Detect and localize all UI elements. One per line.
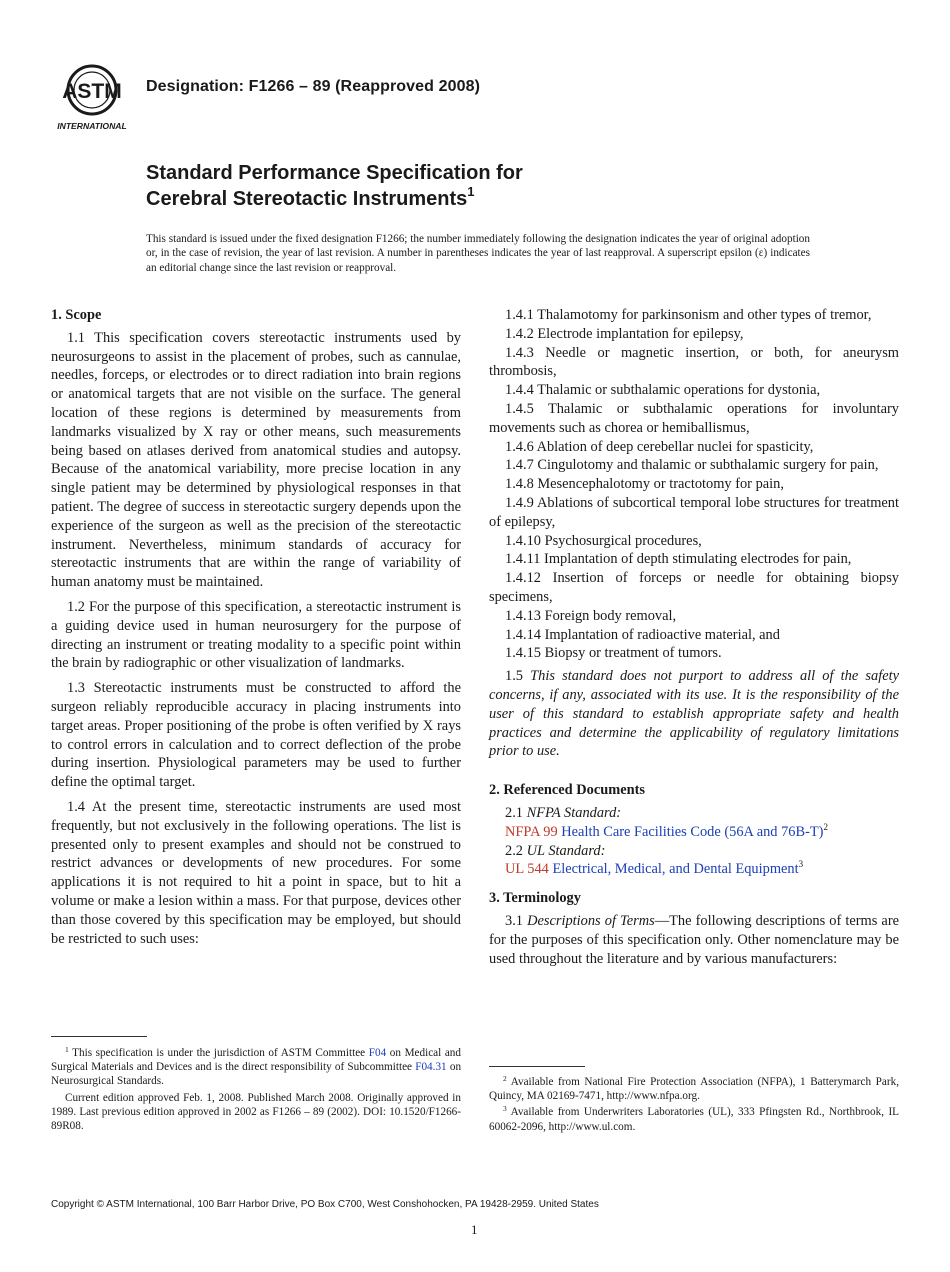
ref-label-2-1-num: 2.1 — [505, 804, 523, 821]
paragraph-1-4: 1.4 At the present time, stereotactic instruments are used most frequently, but not exclusively in the following operations. The list is presented only to present examples and should not be construed to restrict advances or developments of new procedures. For some applications it is not required to hit a point in space, but to hit a volume or make a lesion within a mass. For that purpose, devices other than those covered by this specification may be employed, but should be restricted to such uses: — [51, 798, 461, 947]
footnote-1-text-c: on Neurosurgical Standards. — [51, 1061, 462, 1088]
document-title — [146, 160, 523, 212]
list-item: 1.4.13 Foreign body removal, — [505, 607, 677, 624]
title-footnote-mark: 1 — [467, 184, 475, 199]
logo-letters: ASTM — [62, 80, 122, 103]
preamble: This standard is issued under the fixed designation F1266; the number immediately following the designation indicates the year of original adoption or, in the case of revision, the year of last revision. A number in parentheses indicates the year of last reapproval. A superscript epsilon (ε) indicates an editorial change since the last revision or reapproval. — [146, 233, 810, 274]
list-item: 1.4.14 Implantation of radioactive material, and — [505, 626, 780, 643]
footnote-2 — [489, 1075, 899, 1103]
paragraph-1-2: 1.2 For the purpose of this specification, a stereotactic instrument is a guiding device used in human neurosurgery for the purpose of directing an instrument or treating modality to a specific point within the brain by radiographic or other visualization of landmarks. — [51, 598, 461, 672]
paragraph-3-1-number: 3.1 — [505, 912, 523, 929]
paragraph-1-5-number: 1.5 — [505, 668, 523, 685]
ref-label-2-2-title: UL Standard: — [526, 842, 606, 859]
ref-label-2-1-title: NFPA Standard: — [526, 804, 622, 821]
paragraph-1-1: 1.1 This specification covers stereotactic instruments used by neurosurgeons to assist in the placement of probes, such as cannulae, needles, forceps, or electrodes or to direct radiation into brain regions or anatomical targets that are not visible on the surface. The general location of these regions is determined by measurements from landmarks visualized by X ray or other means, such measurements being based on atlases derived from anatomical studies and autopsy. Because of the anatomical variability, more precise location in any single patient may be determined by physiological responses in that patient. The degree of success in stereotactic surgery depends upon the experience of the surgeon as well as the precision of the stereotactic instrument. Nevertheless, minimum standards of accuracy for stereotactic instruments that are within the range of variability of human anatomy must be maintained. — [51, 329, 461, 591]
paragraph-1-5 — [489, 667, 899, 761]
paragraph-3-1-term: Descriptions of Terms — [527, 912, 655, 929]
footnote-1 — [51, 1046, 461, 1089]
copyright-notice: Copyright © ASTM International, 100 Barr Harbor Drive, PO Box C700, West Conshohocken, PA 19428-2959. United States — [51, 1199, 599, 1210]
footnotes-left — [51, 1046, 461, 1135]
footnote-1-text-a: This specification is under the jurisdiction of ASTM Committee — [72, 1047, 366, 1059]
footnote-1-mark: 1 — [65, 1045, 69, 1054]
left-column — [51, 306, 461, 954]
reference-ul-544[interactable] — [489, 860, 899, 879]
list-item: 1.4.3 Needle or magnetic insertion, or both, for aneurysm thrombosis, — [489, 344, 899, 380]
list-item: 1.4.7 Cingulotomy and thalamic or subthalamic surgery for pain, — [505, 457, 879, 474]
ref-footnote-mark: 2 — [823, 821, 828, 832]
ref-title-ul[interactable]: Electrical, Medical, and Dental Equipment — [552, 861, 799, 878]
ref-label-2-1 — [489, 804, 899, 823]
list-item: 1.4.9 Ablations of subcortical temporal lobe structures for treatment of epilepsy, — [489, 494, 899, 530]
reference-nfpa-99[interactable] — [489, 823, 899, 842]
paragraph-3-1-text: —The following descriptions of terms are for the purposes of this specification only. Other nomenclature may be used throughout the literature and by various manufacturers: — [489, 912, 899, 967]
list-item: 1.4.6 Ablation of deep cerebellar nuclei for spasticity, — [505, 438, 814, 455]
footnote-2-text: Available from National Fire Protection Association (NFPA), 1 Batterymarch Park, Quincy, MA 02169-7471, http://www.nfpa.org. — [489, 1076, 899, 1103]
list-item: 1.4.8 Mesencephalotomy or tractotomy for pain, — [505, 476, 784, 493]
footnote-2-mark: 2 — [503, 1074, 507, 1083]
ref-label-2-2-num: 2.2 — [505, 842, 523, 859]
paragraph-1-5-text: This standard does not purport to address all of the safety concerns, if any, associated with its use. It is the responsibility of the user of this standard to establish appropriate safety and health practices and determine the applicability of regulatory limitations prior to use. — [489, 668, 899, 760]
section-1-heading: 1. Scope — [51, 307, 102, 323]
footnote-rule-right — [489, 1066, 585, 1067]
ref-title-nfpa[interactable]: Health Care Facilities Code (56A and 76B-T) — [561, 823, 824, 840]
footnotes-right — [489, 1075, 899, 1136]
committee-link-f04[interactable]: F04 — [368, 1047, 387, 1059]
page-number: 1 — [471, 1222, 478, 1237]
list-item: 1.4.12 Insertion of forceps or needle for obtaining biopsy specimens, — [489, 570, 899, 605]
ref-code-nfpa[interactable]: NFPA 99 — [505, 823, 558, 840]
section-2-heading: 2. Referenced Documents — [489, 782, 645, 799]
list-item: 1.4.1 Thalamotomy for parkinsonism and other types of tremor, — [505, 307, 872, 323]
logo-subtext: INTERNATIONAL — [57, 121, 127, 131]
footnote-edition: Current edition approved Feb. 1, 2008. Published March 2008. Originally approved in 1989. Last previous edition approved in 2002 as F1266 – 89 (2002). DOI: 10.1520/F1266-89R08. — [51, 1091, 461, 1133]
list-item: 1.4.15 Biopsy or treatment of tumors. — [505, 645, 722, 662]
footnote-3 — [489, 1105, 899, 1133]
subcommittee-link-f04-31[interactable]: F04.31 — [415, 1061, 447, 1074]
astm-logo — [52, 60, 136, 132]
paragraph-3-1 — [489, 912, 899, 968]
ref-label-2-2 — [489, 842, 899, 861]
list-item: 1.4.2 Electrode implantation for epilepsy, — [505, 325, 744, 342]
right-column — [489, 306, 899, 974]
title-line-2-text: Cerebral Stereotactic Instruments — [146, 188, 468, 210]
footnote-rule-left — [51, 1036, 147, 1037]
paragraph-1-3: 1.3 Stereotactic instruments must be constructed to afford the surgeon reliably reproducible accuracy in placing instruments into target areas. Proper positioning of the probe is often verified by X rays to control errors in calculation and to correct deflection of the probe during insertion. Physiological parameters may be used to further define the optimal target. — [51, 680, 461, 791]
ref-footnote-mark: 3 — [798, 859, 804, 870]
list-item: 1.4.4 Thalamic or subthalamic operations for dystonia, — [505, 382, 821, 399]
footnote-1-text-b: on Medical and Surgical Materials and Devices and is the direct responsibility of Subcommittee — [51, 1047, 461, 1074]
title-line-1: Standard Performance Specification for — [146, 162, 523, 184]
title-line-2 — [146, 186, 523, 212]
list-item: 1.4.5 Thalamic or subthalamic operations for involuntary movements such as chorea or hemiballismus, — [489, 400, 899, 436]
footnote-3-text: Available from Underwriters Laboratories (UL), 333 Pfingsten Rd., Northbrook, IL 60062-2096, http://www.ul.com. — [489, 1106, 900, 1133]
list-item: 1.4.11 Implantation of depth stimulating electrodes for pain, — [505, 551, 852, 568]
list-item: 1.4.10 Psychosurgical procedures, — [505, 532, 702, 549]
designation: Designation: F1266 – 89 (Reapproved 2008) — [146, 78, 480, 95]
footnote-3-mark: 3 — [503, 1104, 507, 1114]
ref-code-ul[interactable]: UL 544 — [505, 861, 549, 878]
section-3-heading: 3. Terminology — [489, 890, 581, 907]
